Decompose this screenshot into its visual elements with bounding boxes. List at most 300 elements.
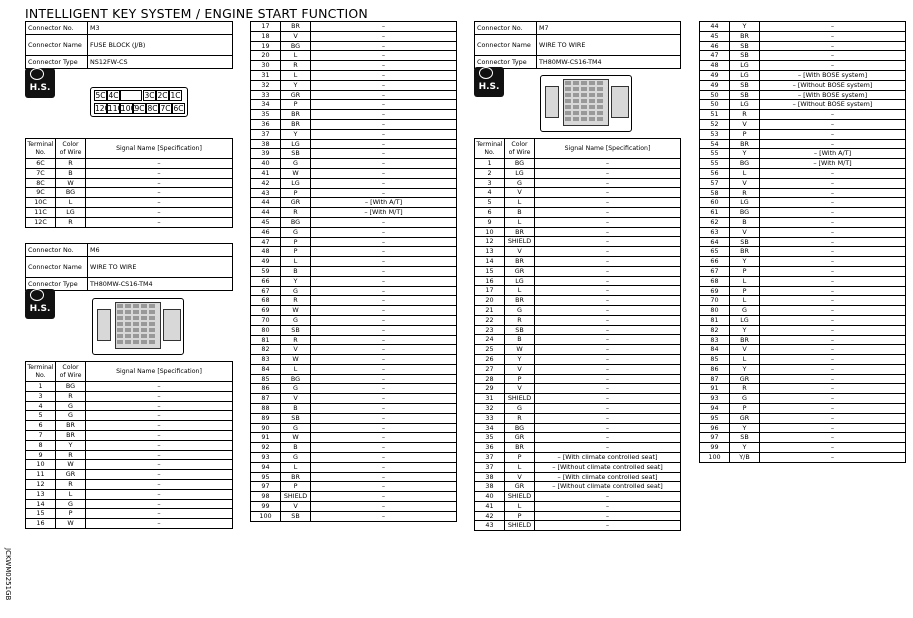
wire-color: V (505, 247, 535, 257)
signal-name: – (86, 207, 233, 217)
signal-name: – (86, 499, 233, 509)
m6-connector-face (92, 298, 184, 355)
pin (125, 310, 131, 314)
table-row (700, 276, 906, 286)
terminal-no: 41 (251, 168, 281, 178)
terminal-no: 57 (700, 178, 730, 188)
terminal-no: 69 (251, 306, 281, 316)
signal-name: – (311, 443, 457, 453)
terminal-no: 60 (700, 198, 730, 208)
signal-name: – (535, 296, 681, 306)
table-row (251, 345, 457, 355)
header-color-of-wire (56, 139, 86, 159)
table-row (700, 217, 906, 227)
wire-color: BR (281, 110, 311, 120)
m6-no: M6 (88, 244, 233, 257)
signal-name: – [With BOSE system] (760, 90, 906, 100)
pin (141, 316, 147, 320)
wire-color: BG (281, 374, 311, 384)
terminal-no: 6C (26, 159, 56, 169)
signal-name: – (535, 198, 681, 208)
table-row (700, 80, 906, 90)
signal-name: – (760, 139, 906, 149)
pin (141, 310, 147, 314)
pin (589, 111, 595, 115)
wire-color: G (730, 306, 760, 316)
pin (565, 105, 571, 109)
terminal-no: 46 (700, 41, 730, 51)
signal-name: – (535, 256, 681, 266)
wire-color: R (730, 188, 760, 198)
signal-name: – (760, 335, 906, 345)
signal-name: – [Without climate controlled seat] (535, 462, 681, 472)
table-row (251, 159, 457, 169)
table-row (251, 355, 457, 365)
terminal-no: 17 (251, 22, 281, 32)
signal-name: – (86, 178, 233, 188)
terminal-no: 66 (700, 257, 730, 267)
table-row (251, 22, 457, 32)
signal-name: – (311, 453, 457, 463)
signal-name: – (86, 440, 233, 450)
signal-name: – (311, 266, 457, 276)
wire-color: V (505, 364, 535, 374)
terminal-no: 2 (475, 168, 505, 178)
table-row (26, 421, 233, 431)
terminal-no: 87 (700, 374, 730, 384)
table-row (475, 462, 681, 472)
terminal-no: 82 (251, 345, 281, 355)
terminal-no: 10 (26, 460, 56, 470)
table-row (700, 443, 906, 453)
wire-color: W (281, 306, 311, 316)
terminal-no: 49 (251, 257, 281, 267)
m3-connector-face (90, 87, 188, 117)
terminal-no: 10 (475, 227, 505, 237)
wire-color: V (281, 345, 311, 355)
signal-name: – (311, 188, 457, 198)
signal-name: – (535, 511, 681, 521)
wire-color: BR (281, 119, 311, 129)
wire-color: R (56, 479, 86, 489)
pin (589, 81, 595, 85)
wire-color: SB (505, 325, 535, 335)
signal-name: – (760, 22, 906, 32)
wire-color: L (505, 198, 535, 208)
pin (589, 117, 595, 121)
m7-connector-face (540, 75, 632, 132)
pin (133, 322, 139, 326)
terminal-no: 85 (700, 355, 730, 365)
terminal-no: 59 (251, 266, 281, 276)
table-row (251, 413, 457, 423)
wire-color: G (281, 286, 311, 296)
wire-color: L (730, 355, 760, 365)
terminal-no: 12 (26, 479, 56, 489)
table-row (700, 257, 906, 267)
table-row (26, 207, 233, 217)
wire-color: R (281, 208, 311, 218)
signal-name: – (311, 502, 457, 512)
terminal-no: 1 (26, 382, 56, 392)
terminal-no: 32 (251, 80, 281, 90)
terminal-no: 33 (475, 413, 505, 423)
table-row (700, 208, 906, 218)
table-row (700, 70, 906, 80)
table-row (700, 404, 906, 414)
m3-pin (120, 90, 142, 101)
signal-name: – (760, 453, 906, 463)
signal-name: – (535, 443, 681, 453)
table-row (700, 149, 906, 159)
signal-name: – (535, 247, 681, 257)
signal-name: – [With climate controlled seat] (535, 452, 681, 462)
signal-name: – (311, 296, 457, 306)
signal-name: – (311, 413, 457, 423)
wire-color: GR (505, 433, 535, 443)
m3-pin: 5C (95, 91, 106, 100)
table-row (475, 413, 681, 423)
signal-name: – (311, 374, 457, 384)
table-row (251, 462, 457, 472)
wire-color: P (505, 511, 535, 521)
pin (117, 328, 123, 332)
wire-color: BG (730, 208, 760, 218)
wire-color: G (505, 403, 535, 413)
signal-name: – (311, 41, 457, 51)
table-row (700, 286, 906, 296)
table-row (700, 129, 906, 139)
signal-name: – (535, 492, 681, 502)
table-row (251, 51, 457, 61)
wire-color: P (730, 404, 760, 414)
terminal-no: 14 (26, 499, 56, 509)
terminal-no: 82 (700, 325, 730, 335)
signal-name: – (535, 433, 681, 443)
wire-color: L (281, 51, 311, 61)
terminal-no: 17 (475, 286, 505, 296)
pin (149, 334, 155, 338)
signal-name: – (311, 159, 457, 169)
table-row (26, 168, 233, 178)
wire-color: BG (56, 188, 86, 198)
wire-color: R (56, 391, 86, 401)
terminal-no: 21 (475, 305, 505, 315)
table-row (700, 22, 906, 32)
wire-color: V (730, 345, 760, 355)
pin (141, 328, 147, 332)
wire-color: B (281, 404, 311, 414)
wire-color: BR (730, 335, 760, 345)
signal-name: – (311, 247, 457, 257)
table-row (475, 423, 681, 433)
terminal-no: 51 (700, 110, 730, 120)
wire-color: L (281, 462, 311, 472)
wire-color: R (56, 159, 86, 169)
label-connector-name: Connector Name (475, 35, 537, 56)
signal-name: – (535, 384, 681, 394)
table-row (475, 217, 681, 227)
terminal-no: 65 (700, 247, 730, 257)
signal-name: – (311, 335, 457, 345)
signal-name: – (311, 404, 457, 414)
terminal-no: 47 (251, 237, 281, 247)
table-row (475, 227, 681, 237)
wire-color: GR (56, 470, 86, 480)
table-row (26, 430, 233, 440)
pin (589, 99, 595, 103)
table-row (700, 100, 906, 110)
table-row (475, 276, 681, 286)
table-row (475, 256, 681, 266)
m3-connector-info (25, 21, 233, 69)
pin (581, 105, 587, 109)
signal-name: – (86, 460, 233, 470)
terminal-no: 86 (251, 384, 281, 394)
table-row (700, 325, 906, 335)
wire-color: V (281, 502, 311, 512)
label-connector-name: Connector Name (26, 257, 88, 278)
wire-color: W (56, 178, 86, 188)
signal-name: – (311, 90, 457, 100)
pin (149, 322, 155, 326)
terminal-no: 11C (26, 207, 56, 217)
signal-name: – (535, 501, 681, 511)
m6-terminal-table (25, 361, 233, 529)
table-row (251, 453, 457, 463)
table-row (251, 266, 457, 276)
wire-color: SB (730, 41, 760, 51)
terminal-no: 84 (700, 345, 730, 355)
wire-color: BR (56, 421, 86, 431)
label-connector-type: Connector Type (26, 278, 88, 291)
terminal-no: 22 (475, 315, 505, 325)
pin (125, 322, 131, 326)
signal-name: – (311, 286, 457, 296)
terminal-no: 40 (251, 159, 281, 169)
signal-name: – (760, 266, 906, 276)
table-row (26, 479, 233, 489)
header-terminal-no (26, 362, 56, 382)
terminal-no: 91 (700, 384, 730, 394)
table-row (251, 90, 457, 100)
terminal-no: 42 (251, 178, 281, 188)
wire-color: R (730, 384, 760, 394)
wire-color: LG (281, 139, 311, 149)
signal-name: – (311, 139, 457, 149)
pin (597, 117, 603, 121)
table-row (475, 501, 681, 511)
table-row (475, 345, 681, 355)
table-row (700, 51, 906, 61)
table-row (475, 325, 681, 335)
pin (597, 111, 603, 115)
signal-name: – [Without BOSE system] (760, 100, 906, 110)
terminal-no: 67 (700, 266, 730, 276)
signal-name: – (535, 266, 681, 276)
wire-color: G (505, 178, 535, 188)
pin (133, 328, 139, 332)
wire-color: BR (281, 22, 311, 32)
table-row (700, 90, 906, 100)
terminal-no: 67 (251, 286, 281, 296)
header-terminal-no (26, 139, 56, 159)
table-row (26, 470, 233, 480)
table-row (251, 149, 457, 159)
pin (581, 87, 587, 91)
wire-color: GR (730, 374, 760, 384)
header-color-of-wire-line: of Wire (508, 148, 531, 156)
pin (589, 93, 595, 97)
terminal-no: 35 (475, 433, 505, 443)
terminal-no: 13 (475, 247, 505, 257)
signal-name: – (760, 61, 906, 71)
table-row (251, 492, 457, 502)
terminal-no: 20 (251, 51, 281, 61)
label-connector-type: Connector Type (475, 56, 537, 69)
terminal-no: 14 (475, 256, 505, 266)
wire-color: R (56, 217, 86, 227)
signal-name: – (760, 110, 906, 120)
signal-name: – [With BOSE system] (760, 70, 906, 80)
pin (573, 117, 579, 121)
table-row (251, 276, 457, 286)
pin (125, 328, 131, 332)
terminal-no: 30 (251, 61, 281, 71)
signal-name: – (311, 227, 457, 237)
signal-name: – (760, 208, 906, 218)
wire-color: B (56, 168, 86, 178)
table-row (251, 404, 457, 414)
signal-name: – (760, 433, 906, 443)
wire-color: Y (730, 149, 760, 159)
header-terminal-no-line: Terminal (27, 363, 54, 371)
table-row (700, 188, 906, 198)
terminal-no: 44 (251, 198, 281, 208)
signal-name: – (760, 394, 906, 404)
wire-color: Y (730, 325, 760, 335)
signal-name: – (311, 70, 457, 80)
signal-name: – (535, 178, 681, 188)
signal-name: – (760, 443, 906, 453)
wire-color: BG (56, 382, 86, 392)
terminal-no: 28 (475, 374, 505, 384)
signal-name: – (760, 227, 906, 237)
signal-name: – (311, 355, 457, 365)
table-row (700, 315, 906, 325)
wire-color: L (56, 198, 86, 208)
table-row (251, 384, 457, 394)
signal-name: – (760, 257, 906, 267)
pin (141, 340, 147, 344)
table-row (251, 247, 457, 257)
table-row (251, 119, 457, 129)
terminal-no: 15 (475, 266, 505, 276)
table-row (700, 178, 906, 188)
terminal-no: 18 (251, 31, 281, 41)
table-row (26, 450, 233, 460)
header-color-of-wire-line: of Wire (59, 148, 82, 156)
page-title: INTELLIGENT KEY SYSTEM / ENGINE START FUNCTION (25, 6, 368, 21)
terminal-no: 100 (700, 453, 730, 463)
signal-name: – (311, 394, 457, 404)
signal-name: – (311, 168, 457, 178)
table-row (251, 70, 457, 80)
terminal-no: 13 (26, 489, 56, 499)
table-row (475, 492, 681, 502)
signal-name: – (311, 119, 457, 129)
signal-name: – (86, 421, 233, 431)
wire-color: L (281, 257, 311, 267)
table-row (475, 354, 681, 364)
pin (125, 316, 131, 320)
wire-color: Y (730, 443, 760, 453)
pin-block-left (97, 309, 111, 341)
signal-name: – [With M/T] (760, 159, 906, 169)
table-row (700, 453, 906, 463)
m3-pin: 9C (134, 104, 145, 113)
signal-name: – (311, 257, 457, 267)
signal-name: – (311, 178, 457, 188)
terminal-no: 100 (251, 511, 281, 521)
terminal-no: 38 (475, 482, 505, 492)
signal-name: – [Without climate controlled seat] (535, 482, 681, 492)
wire-color: LG (505, 276, 535, 286)
table-row (475, 511, 681, 521)
table-row (700, 139, 906, 149)
terminal-no: 32 (475, 403, 505, 413)
table-row (700, 119, 906, 129)
terminal-no: 38 (251, 139, 281, 149)
signal-name: – (535, 394, 681, 404)
wire-color: V (730, 119, 760, 129)
wire-color: LG (730, 100, 760, 110)
table-row (251, 296, 457, 306)
header-terminal-no (475, 139, 505, 159)
m7-terminal-table-continued (699, 21, 906, 463)
terminal-no: 95 (251, 472, 281, 482)
terminal-no: 48 (251, 247, 281, 257)
table-row (26, 509, 233, 519)
terminal-no: 4 (475, 188, 505, 198)
terminal-no: 81 (251, 335, 281, 345)
terminal-no: 8C (26, 178, 56, 188)
pin (125, 304, 131, 308)
signal-name: – (86, 401, 233, 411)
pin (573, 87, 579, 91)
pin (565, 87, 571, 91)
signal-name: – (760, 51, 906, 61)
signal-name: – (311, 482, 457, 492)
terminal-no: 49 (700, 70, 730, 80)
pin (149, 310, 155, 314)
pin (149, 304, 155, 308)
terminal-no: 8 (26, 440, 56, 450)
signal-name: – (311, 306, 457, 316)
table-row (26, 460, 233, 470)
terminal-no: 58 (700, 188, 730, 198)
signal-name: – (535, 276, 681, 286)
signal-name: – (311, 462, 457, 472)
signal-name: – (535, 354, 681, 364)
signal-name: – (760, 217, 906, 227)
terminal-no: 44 (700, 22, 730, 32)
terminal-no: 80 (251, 325, 281, 335)
signal-name: – (535, 315, 681, 325)
table-row (700, 355, 906, 365)
wire-color: W (281, 433, 311, 443)
wire-color: P (281, 482, 311, 492)
